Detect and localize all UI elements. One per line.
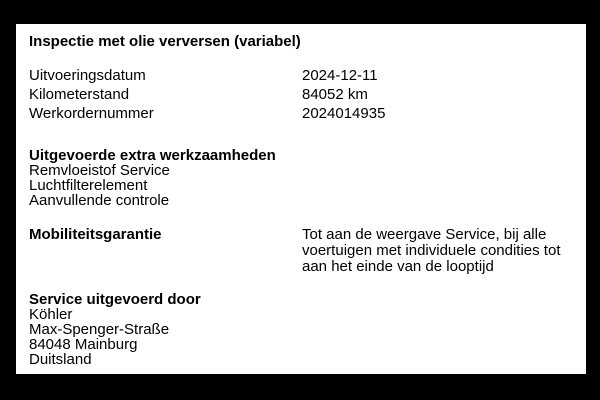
record-title: Inspectie met olie verversen (variabel) (29, 33, 301, 50)
service-provider-city: 84048 Mainburg (29, 336, 138, 353)
service-provider-street: Max-Spenger-Straße (29, 321, 170, 338)
service-provider-address (29, 307, 169, 367)
service-provider-name: Köhler (29, 306, 73, 323)
execution-date-value: 2024-12-11 (302, 67, 378, 84)
work-order-label: Werkordernummer (29, 105, 154, 122)
extra-work-heading: Uitgevoerde extra werkzaamheden (29, 147, 276, 164)
work-order-value: 2024014935 (302, 105, 386, 122)
mobility-guarantee-line: aan het einde van de looptijd (302, 258, 494, 275)
mobility-guarantee-heading: Mobiliteitsgarantie (29, 226, 162, 243)
mileage-label: Kilometerstand (29, 86, 130, 103)
mobility-guarantee-text (302, 227, 561, 275)
service-provider-heading: Service uitgevoerd door (29, 291, 201, 308)
mobility-guarantee-line: Tot aan de weergave Service, bij alle (302, 226, 547, 243)
mobility-guarantee-line: voertuigen met individuele condities tot (302, 242, 561, 259)
execution-date-label: Uitvoeringsdatum (29, 67, 146, 84)
extra-work-list (29, 163, 170, 208)
mileage-value: 84052 km (302, 86, 368, 103)
service-provider-country: Duitsland (29, 351, 92, 368)
extra-work-item: Remvloeistof Service (29, 162, 170, 179)
service-record-card (16, 24, 586, 374)
extra-work-item: Aanvullende controle (29, 192, 170, 209)
extra-work-item: Luchtfilterelement (29, 177, 148, 194)
